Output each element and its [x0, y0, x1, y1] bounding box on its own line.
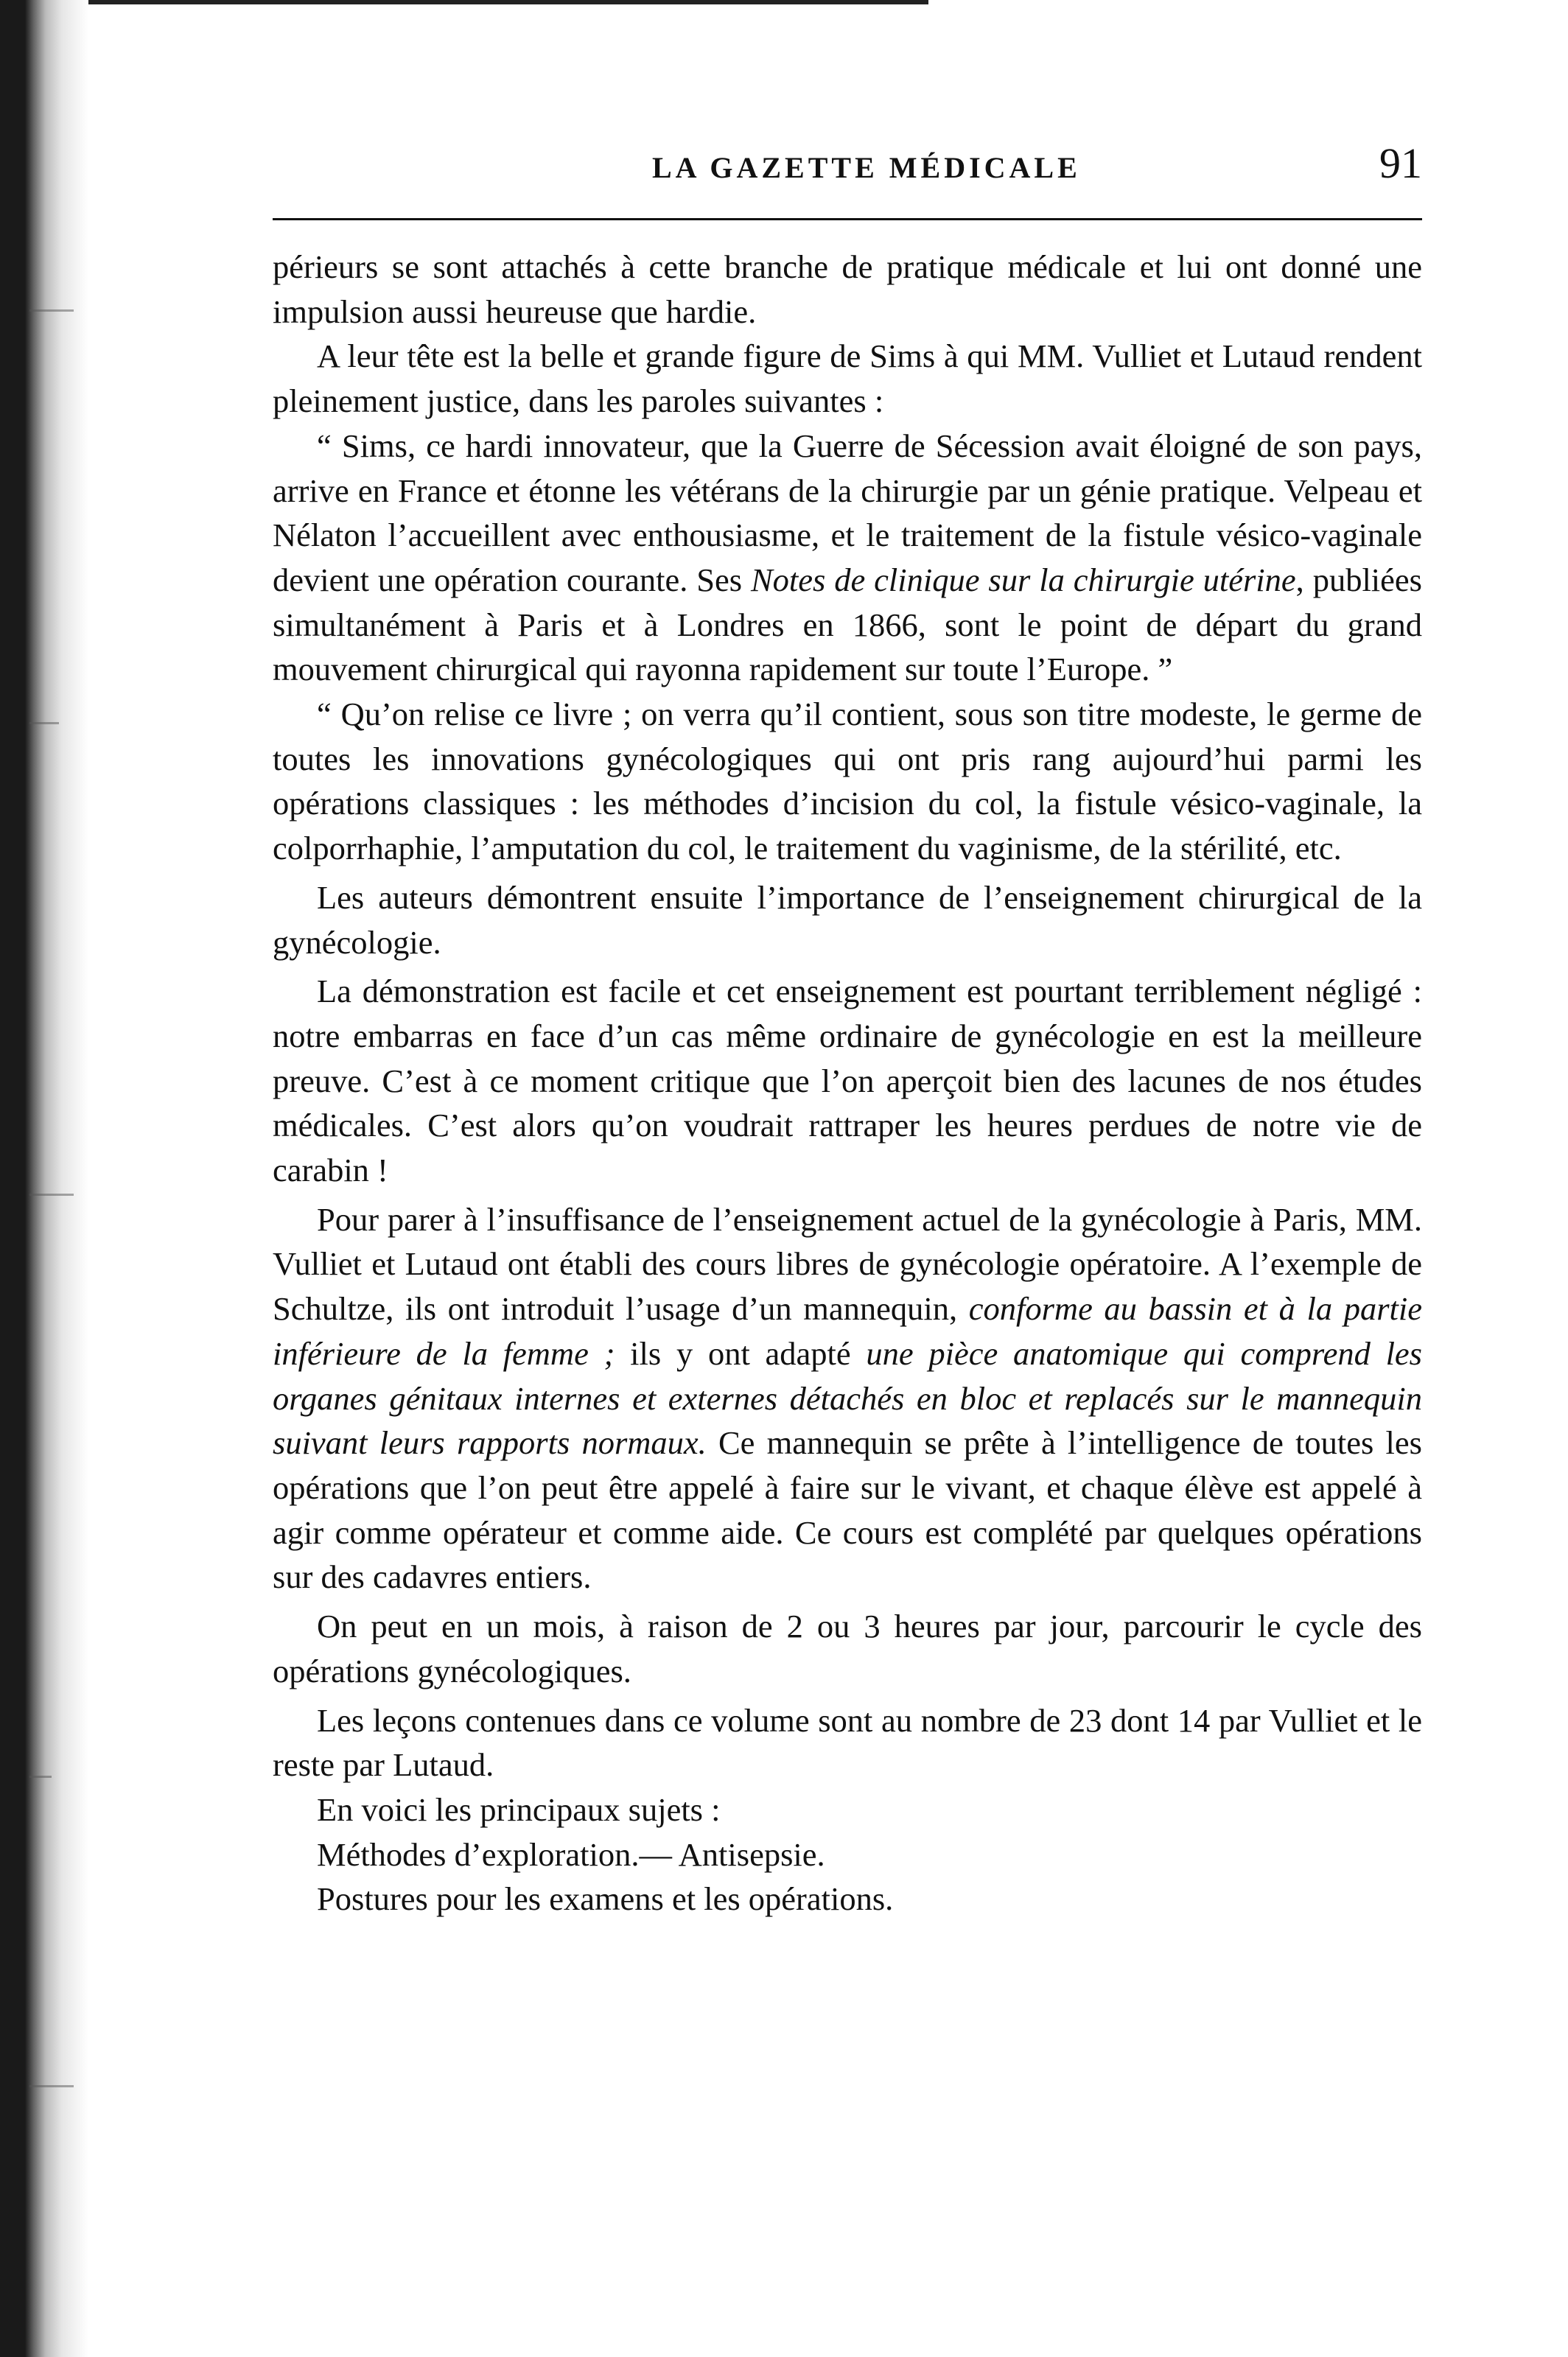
paragraph: périeurs se sont attachés à cette branche de pratique médicale et lui ont donné une impulsion aussi heureuse que hardie. [273, 248, 1422, 330]
body-text [273, 245, 1422, 1922]
quote-paragraph: “ Qu’on relise ce livre ; on verra qu’il contient, sous son titre modeste, le germe de toutes les innovations gynécologiques qui ont pris rang aujourd’hui parmi les opérations classiques : les méthodes d’incision du col, la fistule vésico-vaginale, la colporrhaphie, l’amputation du col, le traitement du vaginisme, de la stérilité, etc. [273, 696, 1422, 867]
list-line: Postures pour les examens et les opérations. [317, 1880, 894, 1918]
quote-paragraph [273, 424, 1422, 692]
paragraph-text: , publiées simultanément à Paris et à Londres en 1866, sont le point de départ du grand mouvement chirurgical qui rayonna rapidement sur toute l’Europe. ” [273, 561, 1422, 688]
paragraph: La démonstration est facile et cet enseignement est pourtant terriblement négligé : notre embarras en face d’un cas même ordinaire de gynécologie en est la meilleure preuve. C’est à ce moment critique que l’on aperçoit bien des lacunes de nos études médicales. C’est alors qu’on voudrait rattraper les heures perdues de notre vie de carabin ! [273, 973, 1422, 1189]
paragraph [273, 1197, 1422, 1600]
binding-mark [29, 1194, 74, 1196]
list-line: Méthodes d’exploration.— Antisepsie. [317, 1835, 825, 1873]
paragraph: Les auteurs démontrent ensuite l’importance de l’enseignement chirurgical de la gynécologie. [273, 878, 1422, 961]
header-rule [273, 218, 1422, 220]
page-top-edge [0, 0, 928, 4]
book-title-italic: Notes de clinique sur la chirurgie utérine [750, 561, 1296, 598]
book-binding-shadow [0, 0, 88, 2357]
paragraph: A leur tête est la belle et grande figure de Sims à qui MM. Vulliet et Lutaud rendent pleinement justice, dans les paroles suivantes : [273, 337, 1422, 420]
paragraph: Les leçons contenues dans ce volume sont au nombre de 23 dont 14 par Vulliet et le reste par Lutaud. [273, 1701, 1422, 1784]
running-title: LA GAZETTE MÉDICALE [652, 151, 1081, 184]
binding-mark [29, 2085, 74, 2087]
paragraph: On peut en un mois, à raison de 2 ou 3 heures par jour, parcourir le cycle des opérations gynécologiques. [273, 1608, 1422, 1689]
page-header [273, 139, 1422, 190]
paragraph-text: “ Sims, ce hardi innovateur, que la Guerre de Sécession avait éloigné de son pays, arrive en France et étonne les vétérans de la chirurgie par un génie pratique. Velpeau et Nélaton l’accueillent avec enthousiasme, et le traitement de la fistule vésico-vaginale devient une opération courante. Ses [273, 427, 1422, 598]
paragraph-text: Pour parer à l’insuffisance de l’enseignement actuel de la gynécologie à Paris, MM. Vulliet et Lutaud ont établi des cours libres de gynécologie opératoire. A l’exemple de Schultze, ils ont introduit l’usage d’un mannequin, [273, 1200, 1422, 1328]
page-number: 91 [1379, 139, 1422, 187]
binding-mark [29, 309, 74, 312]
paragraph-text: ils y ont adapté [615, 1334, 867, 1372]
paragraph: En voici les principaux sujets : [317, 1790, 721, 1828]
italic-phrase: conforme au bassin et à la partie inférieure de la femme ; [273, 1290, 1423, 1372]
paragraph-text: Ce mannequin se prête à l’intelligence de toutes les opérations que l’on peut être appelé à faire sur le vivant, et chaque élève est appelé à agir comme opérateur et comme aide. Ce cours est complété par quelques opérations sur des cadavres entiers. [273, 1424, 1422, 1596]
binding-mark [29, 722, 59, 724]
binding-mark [29, 1776, 52, 1778]
italic-phrase: une pièce anatomique qui comprend les organes génitaux internes et externes détachés en bloc et replacés sur le mannequin suivant leurs rapports normaux. [273, 1334, 1422, 1462]
